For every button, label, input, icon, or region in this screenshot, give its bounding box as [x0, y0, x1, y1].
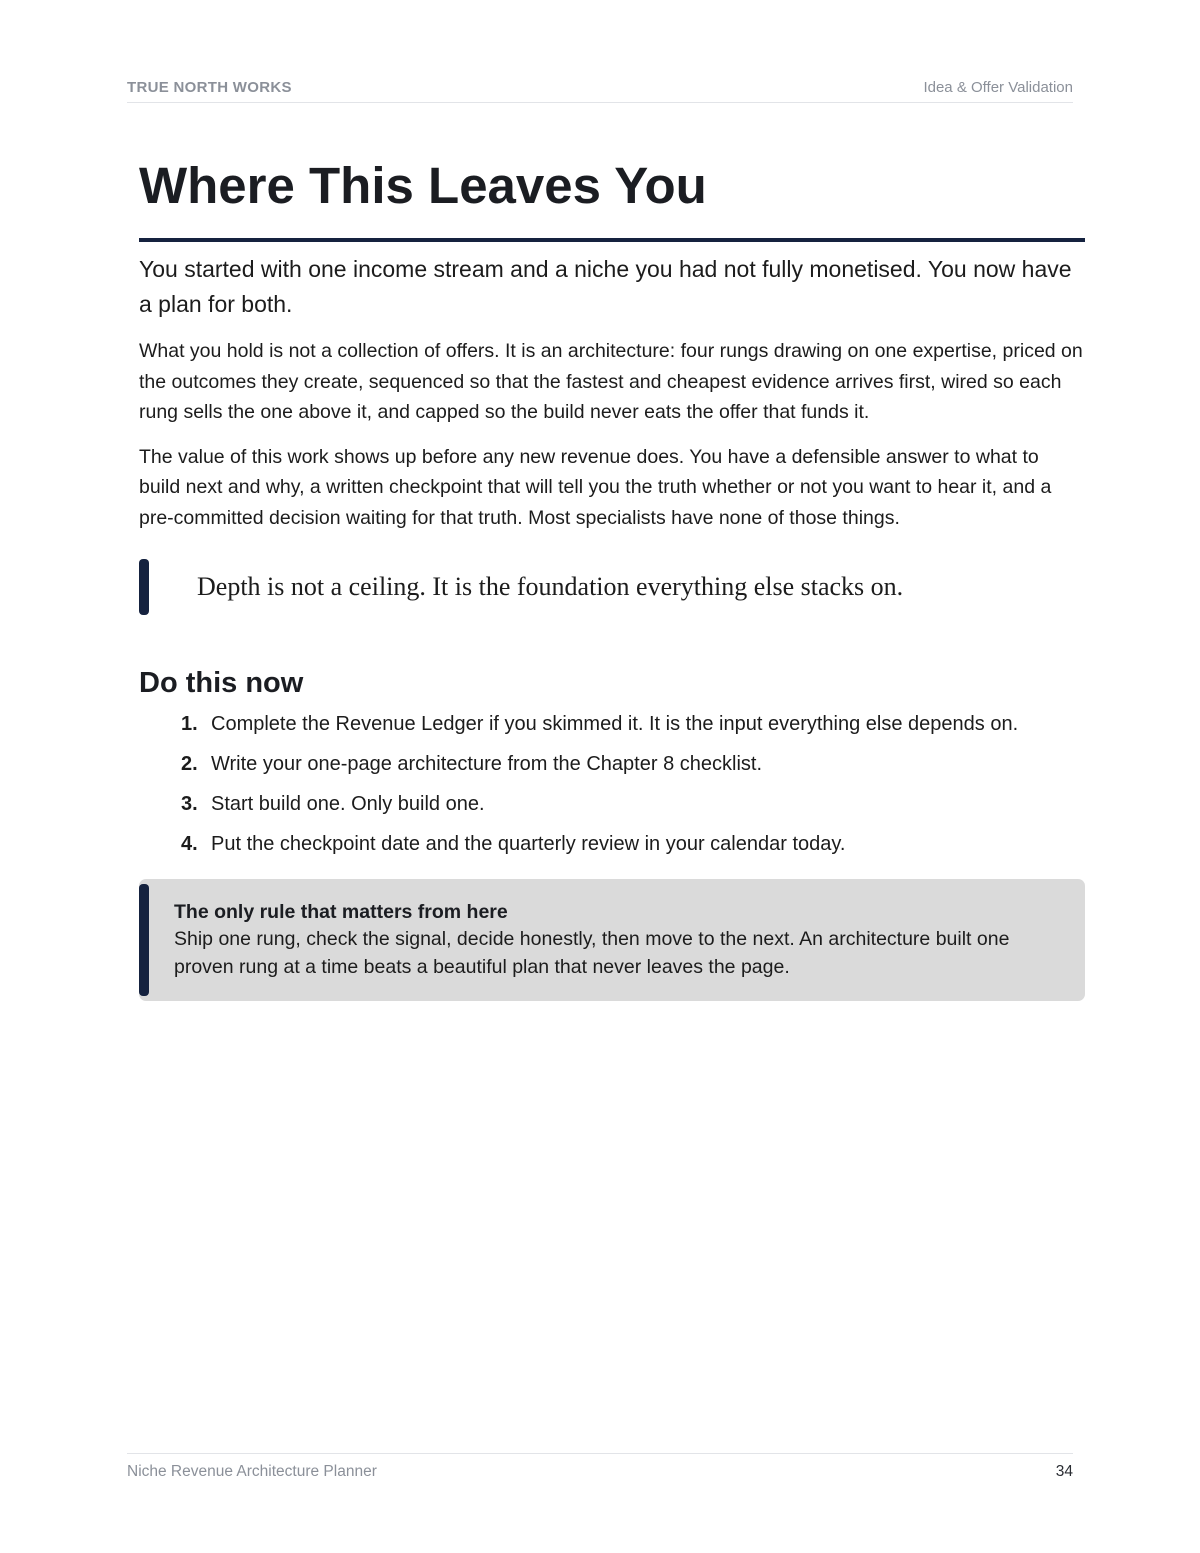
header-brand: TRUE NORTH WORKS	[127, 79, 292, 96]
quote-text: Depth is not a ceiling. It is the foundation everything else stacks on.	[197, 572, 904, 601]
callout-title: The only rule that matters from here	[174, 901, 508, 923]
list-item	[181, 789, 1085, 819]
page-content	[139, 150, 1085, 1001]
body-paragraph-2: The value of this work shows up before any new revenue does. You have a defensible answer to what to build next and why, a written checkpoint that will tell you the truth whether or not you want to hear it, and a pre-committed decision waiting for that truth. Most specialists have none of those things.	[139, 445, 1052, 529]
step-number: 1.	[181, 713, 198, 735]
step-number: 3.	[181, 793, 198, 815]
list-item	[181, 749, 1085, 779]
body-paragraph-1: What you hold is not a collection of offers. It is an architecture: four rungs drawing on one expertise, priced on the outcomes they create, sequenced so that the fastest and cheapest evidence arrives first, wired so each rung sells the one above it, and capped so the build never eats the offer that funds it.	[139, 340, 1083, 423]
footer-doc-title: Niche Revenue Architecture Planner	[127, 1463, 377, 1480]
step-text: Write your one-page architecture from the Chapter 8 checklist.	[211, 753, 762, 775]
step-text: Start build one. Only build one.	[211, 793, 485, 815]
action-steps-list	[139, 709, 1085, 859]
step-text: Put the checkpoint date and the quarterly review in your calendar today.	[211, 833, 846, 855]
running-footer	[127, 1453, 1073, 1484]
page-title: Where This Leaves You	[139, 150, 1085, 242]
step-number: 4.	[181, 833, 198, 855]
pull-quote	[139, 559, 1085, 615]
list-item	[181, 829, 1085, 859]
do-this-now-heading: Do this now	[139, 667, 304, 699]
callout-accent-bar	[139, 884, 149, 996]
step-number: 2.	[181, 753, 198, 775]
quote-accent-bar	[139, 559, 149, 615]
list-item	[181, 709, 1085, 739]
lede-paragraph: You started with one income stream and a niche you had not fully monetised. You now have a plan for both.	[139, 256, 1072, 317]
callout-body: Ship one rung, check the signal, decide honestly, then move to the next. An architecture built one proven rung at a time beats a beautiful plan that never leaves the page.	[174, 928, 1010, 978]
running-header	[127, 77, 1073, 103]
header-section: Idea & Offer Validation	[923, 79, 1073, 96]
rule-callout-box	[139, 879, 1085, 1001]
page-number: 34	[1055, 1463, 1073, 1480]
step-text: Complete the Revenue Ledger if you skimmed it. It is the input everything else depends on.	[211, 713, 1019, 735]
